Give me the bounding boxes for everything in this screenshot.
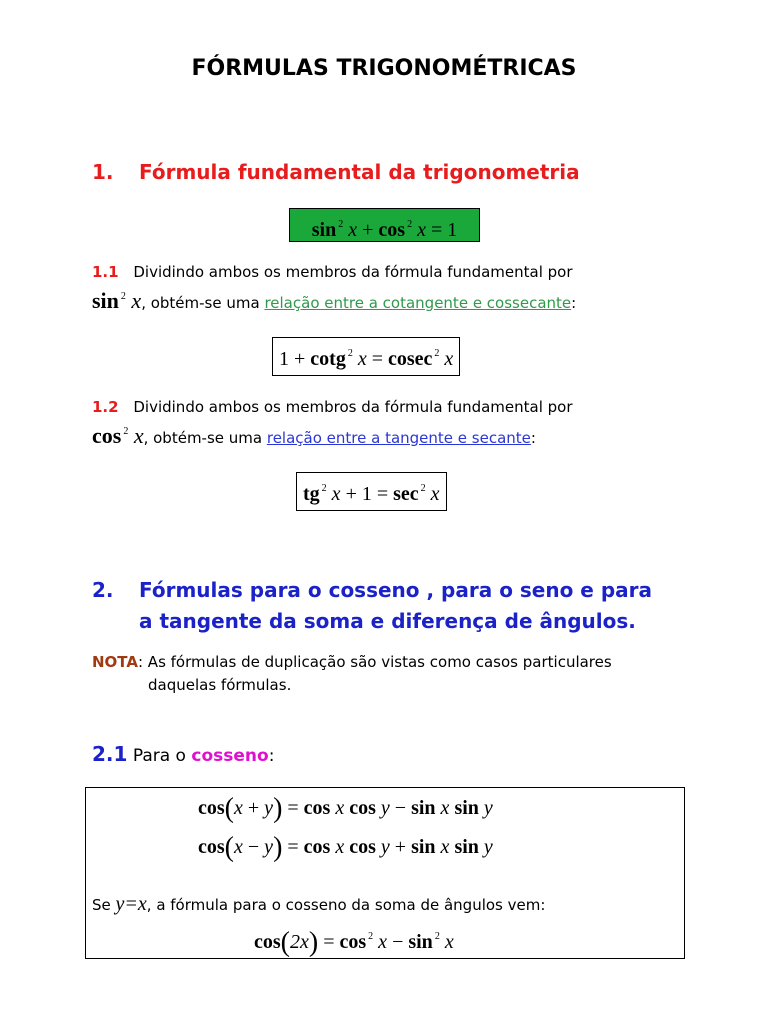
section-2-number: 2. xyxy=(92,578,114,602)
nota-line1: NOTA: As fórmulas de duplicação são vistas como casos particulares xyxy=(92,653,612,671)
subsection-1-2-line2: cos $^2$ x, obtém-se uma relação entre a tangente e secante: xyxy=(92,423,536,448)
sin-symbol: sin xyxy=(92,288,119,313)
keyword-cosseno: cosseno xyxy=(191,746,269,766)
link-cotangent-cosecant[interactable]: relação entre a cotangente e cossecante xyxy=(264,294,572,312)
cotangent-formula: 1 + cotg $^2$ x = cosec $^2$ x xyxy=(272,337,460,376)
subsection-1-2-text: Dividindo ambos os membros da fórmula fundamental por xyxy=(133,398,573,416)
link-tangent-secant[interactable]: relação entre a tangente e secante xyxy=(266,429,531,447)
cosine-double-angle-formula: cos(2x) = cos $^2$ x − sin $^2$ x xyxy=(254,927,454,958)
subsection-2-1-number: 2.1 xyxy=(92,742,128,766)
subsection-1-1-text: Dividindo ambos os membros da fórmula fundamental por xyxy=(133,263,573,281)
tangent-formula: tg $^2$ x + 1 = sec $^2$ x xyxy=(296,472,447,511)
cosine-difference-formula: cos(x − y) = cos x cos y + sin x sin y xyxy=(198,832,493,863)
cosine-sum-formula: cos(x + y) = cos x cos y − sin x sin y xyxy=(198,793,493,824)
section-1-number: 1. xyxy=(92,160,114,184)
cos-symbol: cos xyxy=(378,219,406,241)
subsection-1-2-number: 1.2 xyxy=(92,398,119,416)
subsection-1-1-number: 1.1 xyxy=(92,263,119,281)
cos-symbol: cos xyxy=(92,423,122,448)
section-1-heading xyxy=(92,160,732,190)
double-angle-condition: Se y=x, a fórmula para o cosseno da soma de ângulos vem: xyxy=(92,893,546,915)
nota-label: NOTA xyxy=(92,653,138,671)
section-2-title-line2: a tangente da soma e diferença de ângulos. xyxy=(139,609,636,633)
sin-symbol: sin xyxy=(311,219,337,241)
subsection-1-1-line2: sin $^2$ x, obtém-se uma relação entre a cotangente e cossecante: xyxy=(92,288,577,313)
nota-line2: daquelas fórmulas. xyxy=(148,676,292,694)
subsection-1-1-line1 xyxy=(92,263,573,281)
section-2-heading xyxy=(92,575,732,637)
subsection-1-2-line1 xyxy=(92,398,573,416)
section-2-title-line1: Fórmulas para o cosseno , para o seno e para xyxy=(139,578,653,602)
fundamental-formula: sin $^2$ x + cos $^2$ x = 1 xyxy=(289,208,480,242)
subsection-2-1-heading: 2.1 Para o cosseno: xyxy=(92,742,275,766)
page-title: FÓRMULAS TRIGONOMÉTRICAS xyxy=(191,56,577,81)
section-1-title: Fórmula fundamental da trigonometria xyxy=(139,160,580,184)
